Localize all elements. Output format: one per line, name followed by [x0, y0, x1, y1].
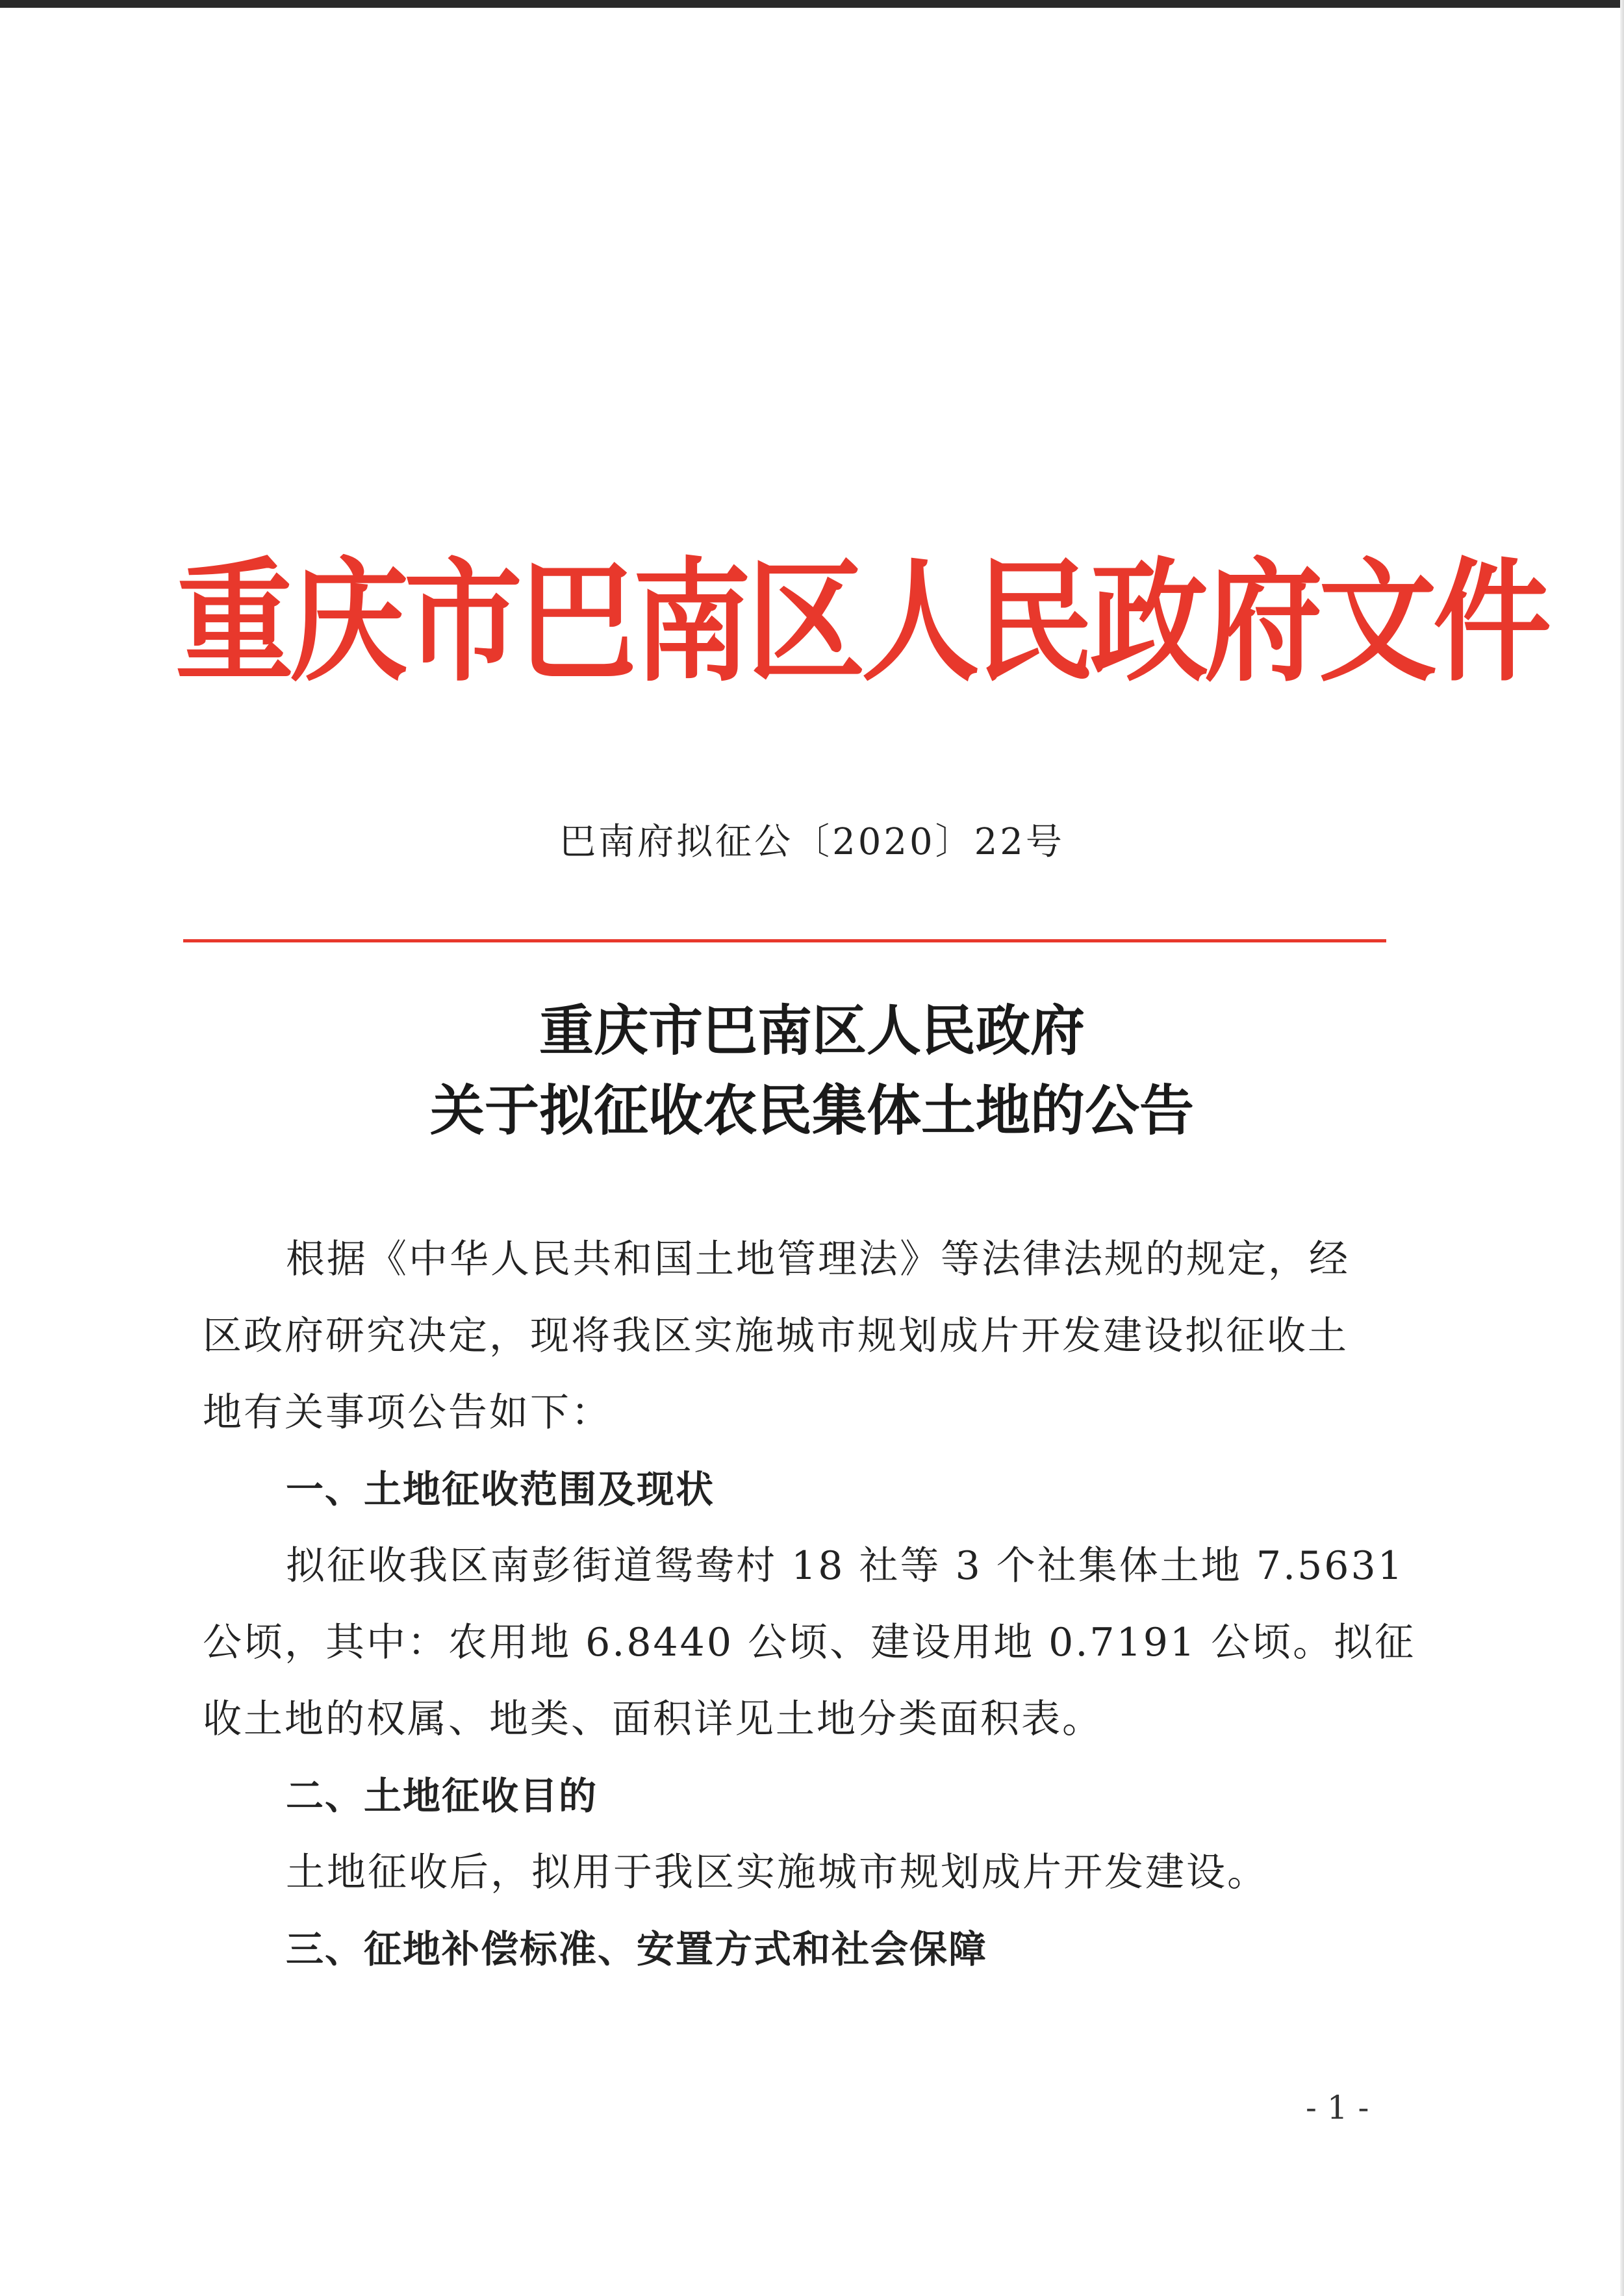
section1-heading: 一、土地征收范围及现状	[286, 1467, 715, 1511]
page-number: - 1 -	[1306, 2089, 1369, 2126]
scan-top-edge	[0, 0, 1624, 8]
intro-line: 地有关事项公告如下：	[203, 1390, 612, 1435]
scan-right-edge	[1620, 0, 1624, 2296]
document-number: 巴南府拟征公〔2020〕22号	[559, 821, 1065, 863]
document-header-title: 重庆市巴南区人民政府文件	[175, 544, 1547, 700]
intro-line: 根据《中华人民共和国土地管理法》等法律法规的规定，经	[286, 1237, 1350, 1282]
notice-title-line2: 关于拟征收农民集体土地的公告	[429, 1078, 1194, 1142]
section3-heading: 三、征地补偿标准、安置方式和社会保障	[286, 1927, 988, 1971]
section1-line: 拟征收我区南彭街道鸳鸯村 18 社等 3 个社集体土地 7.5631	[286, 1543, 1404, 1589]
notice-title-line1: 重庆市巴南区人民政府	[539, 998, 1085, 1063]
section2-line: 土地征收后，拟用于我区实施城市规划成片开发建设。	[286, 1850, 1268, 1895]
section2-heading: 二、土地征收目的	[286, 1774, 598, 1818]
section1-line: 收土地的权属、地类、面积详见土地分类面积表。	[203, 1697, 1103, 1742]
intro-line: 区政府研究决定，现将我区实施城市规划成片开发建设拟征收土	[203, 1313, 1349, 1359]
red-divider-line	[183, 939, 1386, 942]
section1-line: 公顷，其中：农用地 6.8440 公顷、建设用地 0.7191 公顷。拟征	[203, 1620, 1416, 1665]
